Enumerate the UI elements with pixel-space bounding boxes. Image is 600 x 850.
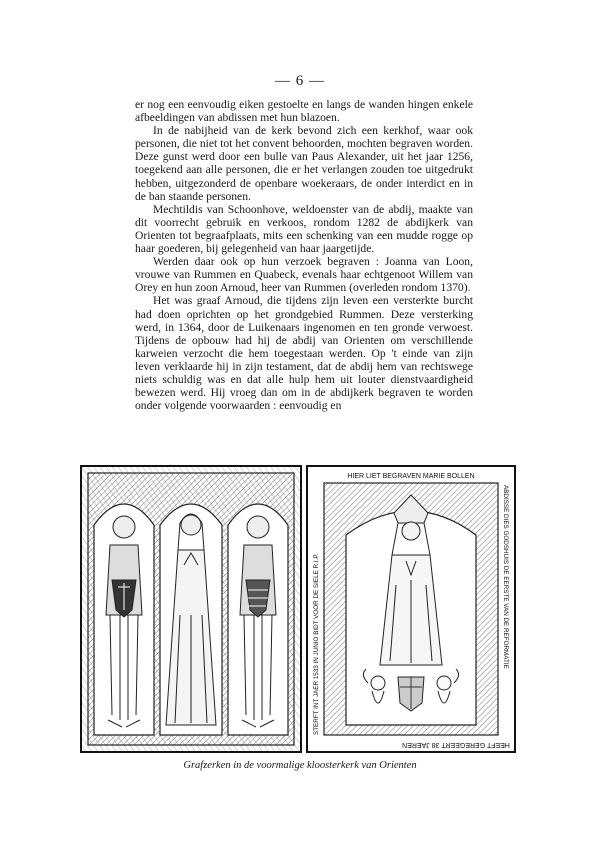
inscription-right: ABDISSE DIES GODSHUIS DE EERSTE VAN DE REFORMATIE [502, 485, 509, 669]
inscription-top: HIER LIET BEGRAVEN MARIE BOLLEN [347, 473, 475, 480]
tombstone-abbess [306, 465, 516, 753]
paragraph: Mechtildis van Schoonhove, weldoenster van de abdij, maakte van dit voorrecht gebruik en verkoos, rondom 1282 de abdijkerk van Orienten tot begraafplaats, mits een schenking van een mudde rogge op haar goederen, bij gelegenheid van haar jaargetijde. [135, 202, 473, 256]
figure-caption: Grafzerken in de voormalige kloosterkerk van Orienten [183, 760, 417, 771]
tombstone-figure [80, 465, 520, 755]
paragraph: er nog een eenvoudig eiken gestoelte en langs de wanden hingen enkele afbeeldingen van abdissen met hun blazoen. [135, 98, 473, 125]
paragraph: Werden daar ook op hun verzoek begraven : Joanna van Loon, vrouwe van Rummen en Quabeck, evenals haar echtgenoot Willem van Orey en hun zoon Arnoud, heer van Rummen (overleden rondom 1370). [135, 255, 473, 295]
inscription-left: STERFT INT JAER 1533 IN JUNIO BIDT VOOR DE SIELE R.I.P. [313, 553, 320, 735]
page-number: — 6 — [275, 73, 325, 89]
paragraph: In de nabijheid van de kerk bevond zich een kerkhof, waar ook personen, die niet tot het convent behoorden, mochten begraven worden. Deze gunst werd door een bulle van Paus Alexander, uit het jaar 1256, toegekend aan alle personen, die er het verlangen zouden toe uitgedrukt hebben, uitgezonderd de openbare woekeraars, de onder interdict en in de ban staande personen. [135, 124, 473, 203]
paragraph: Het was graaf Arnoud, die tijdens zijn leven een versterkte burcht had doen oprichten op het grondgebied Rummen. Deze versterking werd, in 1364, door de Luikenaars ingenomen en ten gronde verwoest. Tijdens de opbouw had hij de abdij van Orienten om verschillende karweien verzocht die hem toegestaan werden. Op 't einde van zijn leven verklaarde hij in zijn testament, dat de abdij hem van rechtswege niets schuldig was en dat alle hulp hem uit louter dienstvaardigheid bewezen werd. Hij vroeg dan om in de abdijkerk begraven te worden onder volgende voorwaarden : eenvoudig en [135, 294, 473, 413]
inscription-bottom: HEEFT GEREGEERT 38 JAEREN [402, 741, 510, 748]
body-text [135, 98, 473, 412]
tombstone-three-figures [80, 465, 302, 753]
